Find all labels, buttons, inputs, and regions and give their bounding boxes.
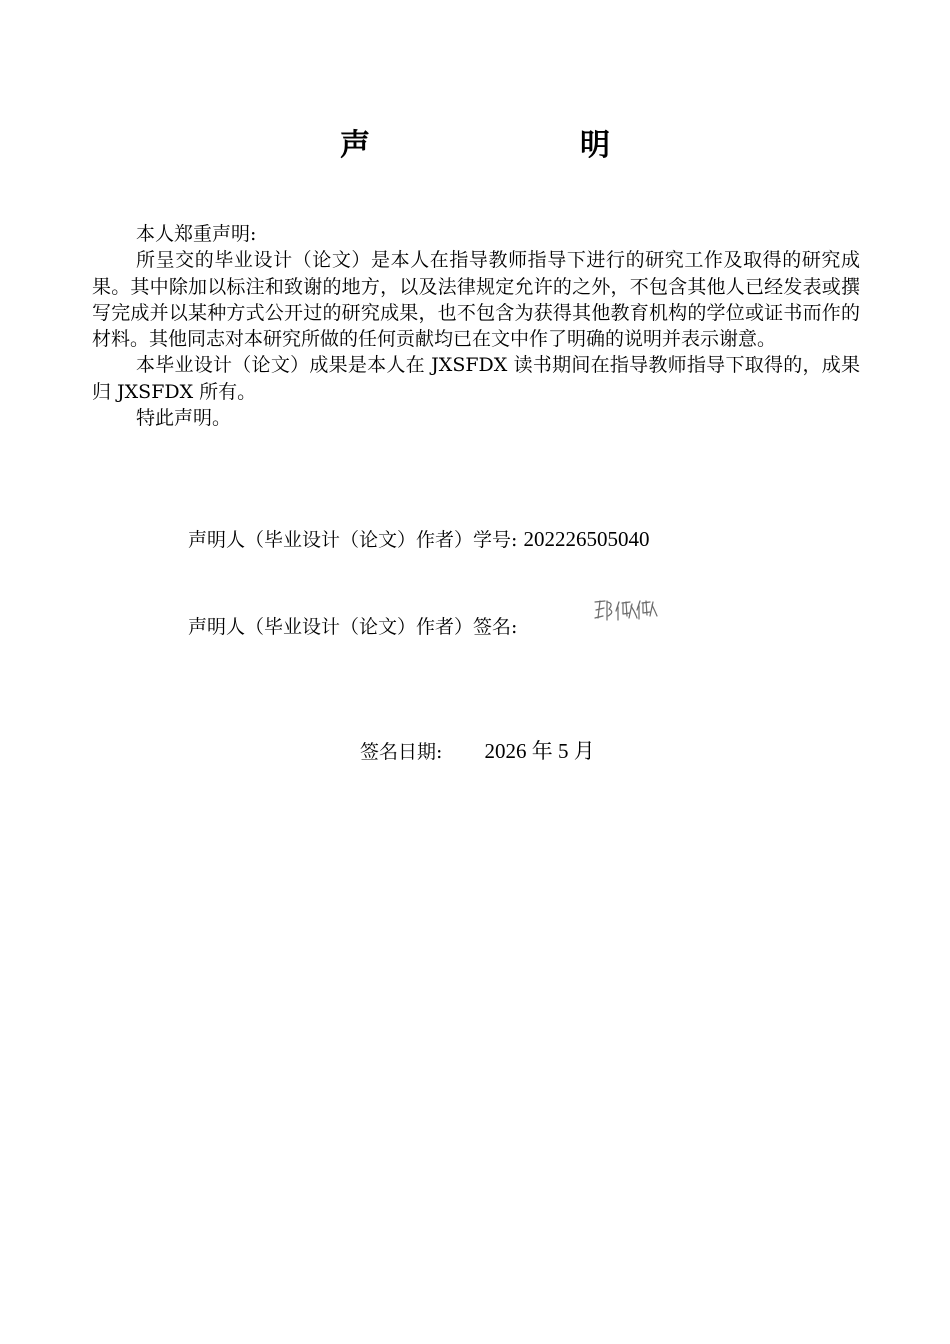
- declaration-body: [92, 221, 860, 431]
- handwritten-signature: [592, 596, 658, 626]
- declaration-paragraph-originality: 所呈交的毕业设计（论文）是本人在指导教师指导下进行的研究工作及取得的研究成果。其中除加以标注和致谢的地方，以及法律规定允许的之外，不包含其他人已经发表或撰写完成并以某种方式公开过的研究成果，也不包含为获得其他教育机构的学位或证书而作的材料。其他同志对本研究所做的任何贡献均已在文中作了明确的说明并表示谢意。: [92, 249, 860, 351]
- student-id-value: 202226505040: [523, 527, 650, 551]
- signature-date-line: [360, 735, 595, 765]
- date-label: 签名日期:: [360, 741, 443, 763]
- declaration-paragraph-ownership: 本毕业设计（论文）成果是本人在 JXSFDX 读书期间在指导教师指导下取得的，成果归 JXSFDX 所有。: [92, 354, 860, 403]
- page-title: 声 明: [340, 128, 700, 163]
- student-id-line: [188, 525, 649, 552]
- declaration-paragraph-closing: 特此声明。: [136, 407, 232, 430]
- student-id-label: 声明人（毕业设计（论文）作者）学号:: [188, 529, 518, 551]
- declaration-paragraph-intro: 本人郑重声明:: [136, 223, 257, 245]
- signature-label: 声明人（毕业设计（论文）作者）签名:: [188, 616, 518, 638]
- signature-line: [188, 612, 517, 639]
- date-value: 2026 年 5 月: [484, 739, 595, 763]
